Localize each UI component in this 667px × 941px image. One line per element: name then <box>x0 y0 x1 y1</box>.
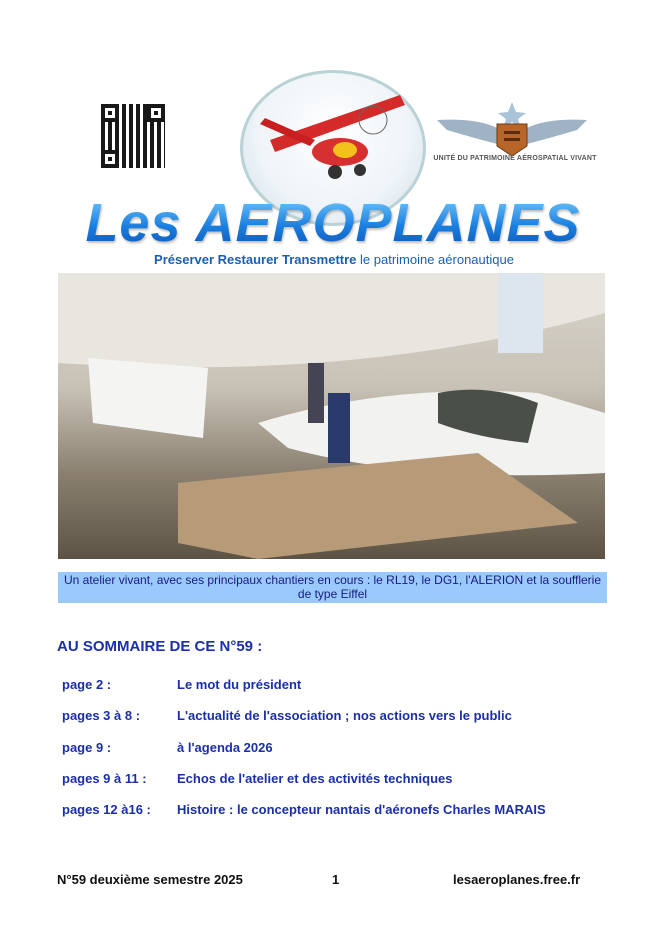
tagline-rest: le patrimoine aéronautique <box>360 252 514 267</box>
contents-title: à l'agenda 2026 <box>177 740 273 755</box>
contents-pages: page 9 : <box>62 740 112 755</box>
qr-finder <box>101 150 119 168</box>
partner-logo-wings <box>437 100 587 160</box>
footer-issue: N°59 deuxième semestre 2025 <box>57 872 243 887</box>
contents-pages: pages 9 à 11 : <box>62 771 147 786</box>
photo-caption: Un atelier vivant, avec ses principaux chantiers en cours : le RL19, le DG1, l'ALERION et la soufflerie de type Eiffel <box>58 572 607 603</box>
contents-item <box>62 677 301 692</box>
footer-page-number: 1 <box>332 872 340 887</box>
qr-finder <box>101 104 119 122</box>
contents-title: Echos de l'atelier et des activités techniques <box>177 771 453 786</box>
tagline-bold: Préserver Restaurer Transmettre <box>154 252 357 267</box>
contents-heading: AU SOMMAIRE DE CE N°59 : <box>57 638 263 655</box>
contents-pages: pages 12 à16 : <box>62 802 151 817</box>
contents-title: Histoire : le concepteur nantais d'aéronefs Charles MARAIS <box>177 802 546 817</box>
contents-title: Le mot du président <box>177 677 302 692</box>
qr-finder <box>147 104 165 122</box>
airplane-illustration <box>255 80 415 190</box>
magazine-title: Les AEROPLANES <box>78 192 588 254</box>
partner-logo-text: UNITÉ DU PATRIMOINE AÉROSPATIAL VIVANT <box>433 155 597 162</box>
workshop-photo <box>58 273 605 559</box>
contents-pages: page 2 : <box>62 677 112 692</box>
tagline <box>60 252 608 267</box>
contents-item <box>62 708 512 723</box>
contents-item <box>62 802 546 817</box>
contents-item <box>62 740 273 755</box>
contents-title: L'actualité de l'association ; nos actions vers le public <box>177 708 512 723</box>
footer-website: lesaeroplanes.free.fr <box>453 872 581 887</box>
qr-code <box>101 104 165 168</box>
contents-pages: pages 3 à 8 : <box>62 708 141 723</box>
contents-item <box>62 771 452 786</box>
